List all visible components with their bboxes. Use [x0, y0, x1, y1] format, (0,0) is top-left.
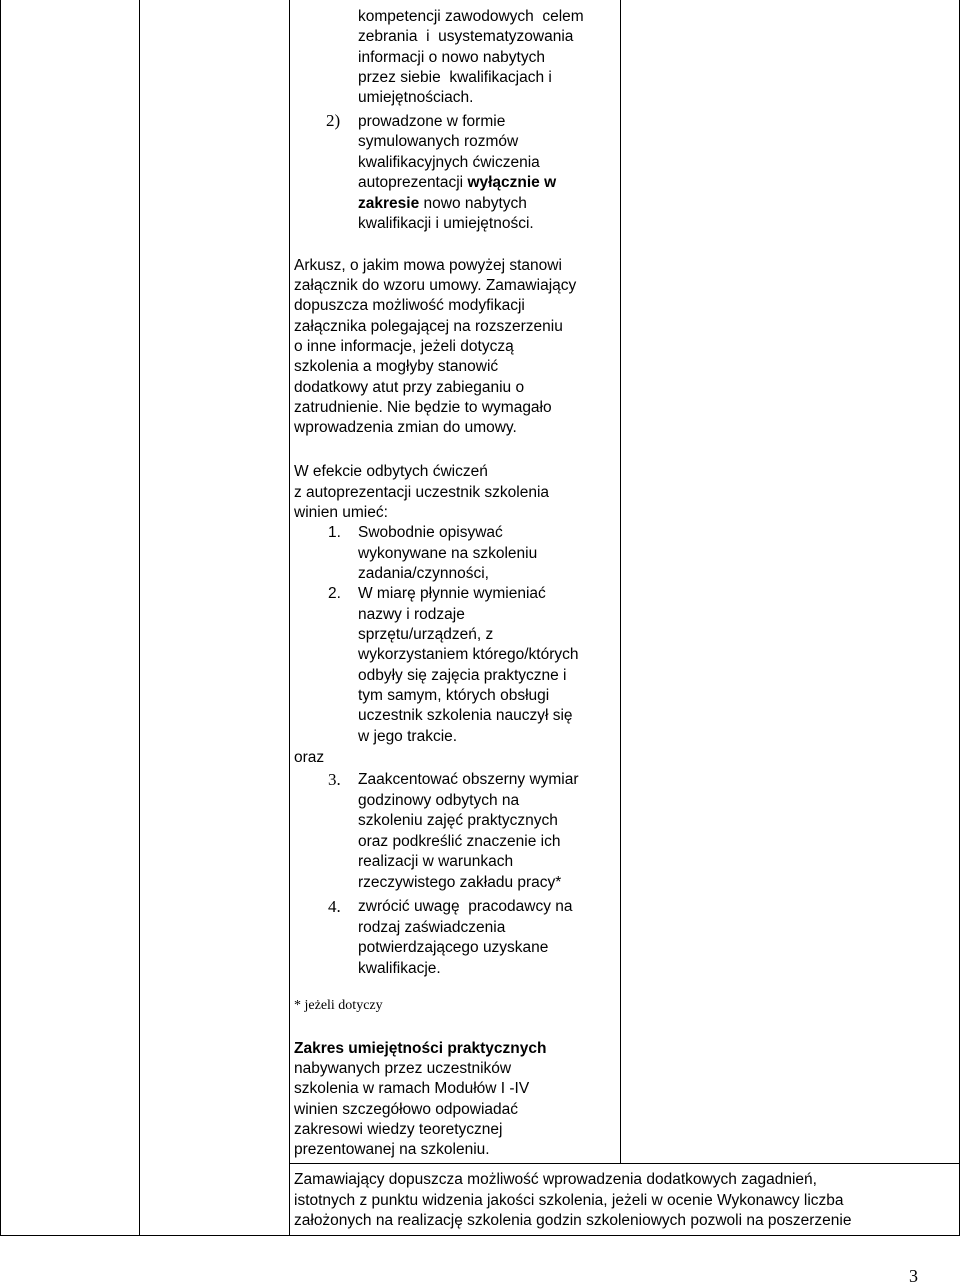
list-number: 2) — [326, 111, 341, 130]
text-line: symulowanych rozmów — [358, 133, 519, 150]
text-line-mixed — [358, 173, 556, 193]
text-line: przez siebie kwalifikacjach i — [358, 69, 552, 86]
text-line-mixed — [358, 194, 527, 214]
oraz-label: oraz — [294, 749, 325, 766]
table-row-divider — [289, 1163, 960, 1164]
text-line: prezentowanej na szkoleniu. — [294, 1141, 490, 1158]
text-line: wykorzystaniem którego/których — [358, 646, 579, 663]
text-bold: zakresie — [358, 195, 420, 212]
text-line: umiejętnościach. — [358, 89, 474, 106]
text-line: zatrudnienie. Nie będzie to wymagało — [294, 399, 552, 416]
table-column-divider-3 — [620, 0, 621, 1163]
text-normal: nowo nabytych — [419, 195, 527, 212]
text-line: nabywanych przez uczestników — [294, 1060, 512, 1077]
text-line: tym samym, których obsługi — [358, 687, 550, 704]
table-column-divider-1 — [139, 0, 140, 1236]
list-number: 4. — [328, 897, 341, 916]
text-line: sprzętu/urządzeń, z — [358, 626, 494, 643]
text-line: załącznik do wzoru umowy. Zamawiający — [294, 277, 577, 294]
text-line: kwalifikacyjnych ćwiczenia — [358, 154, 540, 171]
table-left-border — [0, 0, 1, 1236]
list-number: 1. — [328, 524, 341, 541]
text-line: informacji o nowo nabytych — [358, 49, 545, 66]
footnote: * jeżeli dotyczy — [294, 998, 383, 1013]
text-normal: autoprezentacji — [358, 174, 468, 191]
text-line: kwalifikacji i umiejętności. — [358, 215, 534, 232]
section-heading: Zakres umiejętności praktycznych — [294, 1040, 547, 1057]
text-line: szkoleniu zajęć praktycznych — [358, 812, 558, 829]
text-bold: wyłącznie w — [467, 174, 557, 191]
text-line: zakresowi wiedzy teoretycznej — [294, 1121, 503, 1138]
list-number: 3. — [328, 770, 341, 789]
text-line: wykonywane na szkoleniu — [358, 545, 538, 562]
text-line: zebrania i usystematyzowania — [358, 28, 574, 45]
text-line: kompetencji zawodowych celem — [358, 8, 584, 25]
text-line: szkolenia a mogłyby stanowić — [294, 358, 499, 375]
text-line: Zaakcentować obszerny wymiar — [358, 771, 579, 788]
text-line: rzeczywistego zakładu pracy* — [358, 874, 562, 891]
text-line: o inne informacje, jeżeli dotyczą — [294, 338, 514, 355]
text-line: godzinowy odbytych na — [358, 792, 520, 809]
text-line: założonych na realizację szkolenia godzin szkoleniowych pozwoli na poszerzenie — [294, 1212, 852, 1229]
text-line: w jego trakcie. — [358, 728, 458, 745]
text-line: szkolenia w ramach Modułów I -IV — [294, 1080, 530, 1097]
text-line: Arkusz, o jakim mowa powyżej stanowi — [294, 257, 562, 274]
text-line: wprowadzenia zmian do umowy. — [294, 419, 517, 436]
text-line: Zamawiający dopuszcza możliwość wprowadzenia dodatkowych zagadnień, — [294, 1171, 817, 1188]
page-number: 3 — [909, 1266, 918, 1286]
table-column-divider-2 — [289, 0, 290, 1236]
text-line: rodzaj zaświadczenia — [358, 919, 506, 936]
text-line: nazwy i rodzaje — [358, 606, 465, 623]
text-line: zwrócić uwagę pracodawcy na — [358, 898, 573, 915]
text-line: dopuszcza możliwość modyfikacji — [294, 297, 525, 314]
text-line: załącznika polegającej na rozszerzeniu — [294, 318, 563, 335]
text-line: W miarę płynnie wymieniać — [358, 585, 546, 602]
table-bottom-border — [0, 1235, 960, 1236]
text-line: winien umieć: — [294, 504, 388, 521]
text-line: winien szczegółowo odpowiadać — [294, 1101, 519, 1118]
text-line: dodatkowy atut przy zabieganiu o — [294, 379, 525, 396]
text-line: z autoprezentacji uczestnik szkolenia — [294, 484, 550, 501]
text-line: kwalifikacje. — [358, 960, 441, 977]
text-line: uczestnik szkolenia nauczył się — [358, 707, 573, 724]
text-line: W efekcie odbytych ćwiczeń — [294, 463, 488, 480]
list-number: 2. — [328, 585, 341, 602]
text-line: prowadzone w formie — [358, 113, 506, 130]
text-line: realizacji w warunkach — [358, 853, 514, 870]
text-line: odbyły się zajęcia praktyczne i — [358, 667, 567, 684]
text-line: istotnych z punktu widzenia jakości szkolenia, jeżeli w ocenie Wykonawcy liczba — [294, 1192, 844, 1209]
text-line: zadania/czynności, — [358, 565, 489, 582]
text-line: oraz podkreślić znaczenie ich — [358, 833, 561, 850]
text-line: potwierdzającego uzyskane — [358, 939, 549, 956]
text-line: Swobodnie opisywać — [358, 524, 503, 541]
